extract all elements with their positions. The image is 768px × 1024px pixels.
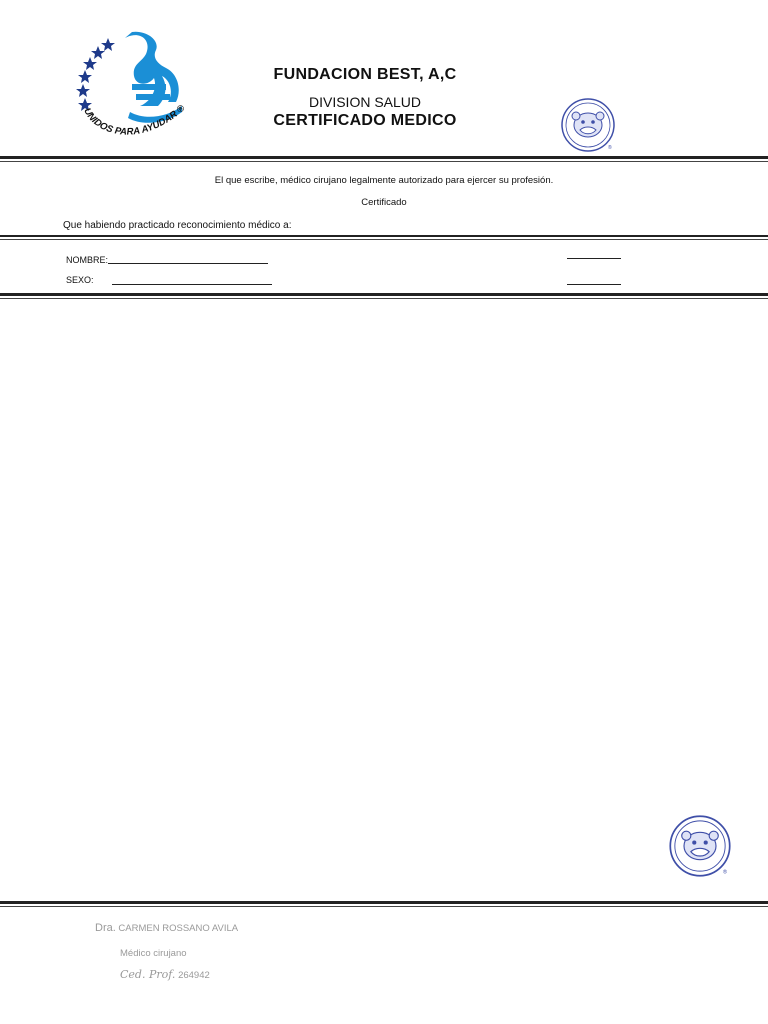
right-field-1[interactable] <box>567 258 621 259</box>
doctor-name: CARMEN ROSSANO AVILA <box>118 923 239 934</box>
division-name: DIVISION SALUD <box>308 94 422 110</box>
svg-text:®: ® <box>608 145 612 151</box>
sexo-label: SEXO: <box>66 275 94 285</box>
exam-statement: Que habiendo practicado reconocimiento médico a: <box>63 220 292 231</box>
fundacion-best-logo <box>70 28 200 148</box>
fields-divider <box>0 293 768 299</box>
logo-slogan: UNIDOS PARA AYUDAR ® <box>81 102 188 138</box>
intro-statement: El que escribe, médico cirujano legalmente autorizado para ejercer su profesión. <box>214 175 554 186</box>
sexo-field[interactable] <box>112 284 272 285</box>
nombre-field[interactable] <box>108 263 268 264</box>
doctor-role: Médico cirujano <box>120 948 187 959</box>
footer-divider <box>0 901 768 907</box>
cedula-line <box>120 968 210 981</box>
right-field-2[interactable] <box>567 284 621 285</box>
cedula-label: Ced. Prof. <box>120 968 176 981</box>
dental-seal-icon <box>560 97 616 153</box>
dental-seal-icon <box>668 814 732 878</box>
organization-name: FUNDACION BEST, A,C <box>273 66 457 83</box>
document-title: CERTIFICADO MEDICO <box>273 112 457 129</box>
doctor-prefix: Dra. <box>95 922 116 934</box>
svg-text:®: ® <box>722 869 728 876</box>
header-divider <box>0 156 768 162</box>
certificado-heading: Certificado <box>361 197 407 208</box>
cedula-number: 264942 <box>178 970 210 981</box>
nombre-label: NOMBRE: <box>66 255 109 265</box>
doctor-name-line <box>95 922 238 934</box>
section-divider <box>0 235 768 240</box>
